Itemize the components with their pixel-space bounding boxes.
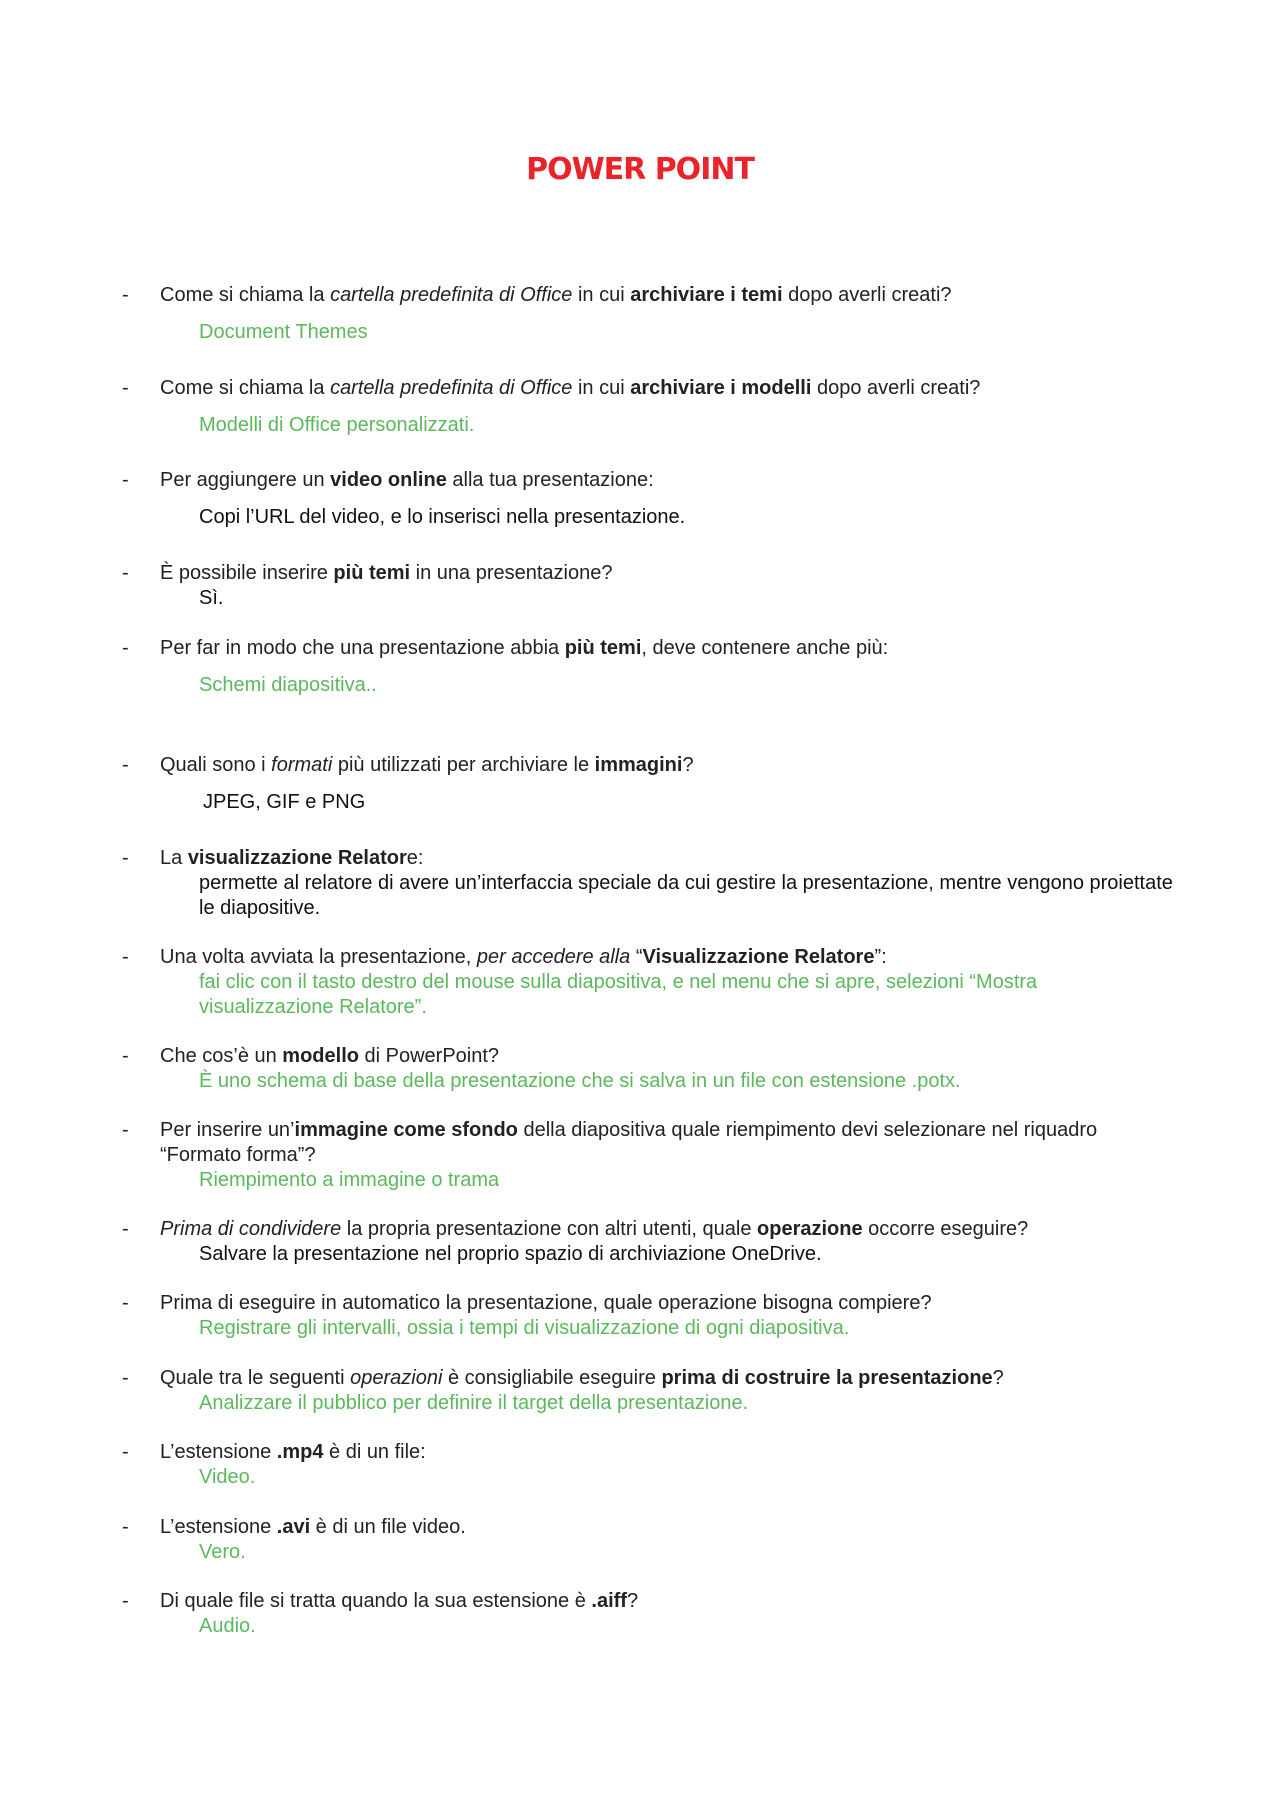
question-text: - Per inserire un’immagine come sfondo della diapositiva quale riempimento devi selezionare nel riquadro “Formato forma”?	[122, 1119, 1098, 1166]
bullet-dash: -	[122, 1367, 129, 1389]
question-text: - Di quale file si tratta quando la sua estensione è .aiff?	[122, 1590, 639, 1612]
page-title: POWER POINT	[526, 152, 754, 187]
question-item	[0, 561, 1280, 611]
answer-text: Salvare la presentazione nel proprio spazio di archiviazione OneDrive.	[199, 1243, 822, 1265]
question-item	[0, 1291, 1280, 1341]
answer-text: fai clic con il tasto destro del mouse sulla diapositiva, e nel menu che si apre, selezioni “Mostra visualizzazione Relatore”.	[199, 971, 1038, 1018]
question-text: - È possibile inserire più temi in una presentazione?	[122, 562, 613, 584]
bullet-dash: -	[122, 1218, 129, 1240]
answer-text: Sì.	[199, 587, 224, 609]
bullet-dash: -	[122, 754, 129, 776]
question-text: - Come si chiama la cartella predefinita di Office in cui archiviare i modelli dopo averli creati?	[122, 377, 981, 399]
answer-text: permette al relatore di avere un’interfaccia speciale da cui gestire la presentazione, mentre vengono proiettate le diapositive.	[199, 872, 1173, 919]
question-text: - Per aggiungere un video online alla tua presentazione:	[122, 469, 654, 491]
bullet-dash: -	[122, 1590, 129, 1612]
question-item	[0, 1044, 1280, 1094]
answer-text: Riempimento a immagine o trama	[199, 1169, 500, 1191]
answer-text: Modelli di Office personalizzati.	[199, 414, 475, 436]
answer-text: Registrare gli intervalli, ossia i tempi di visualizzazione di ogni diapositiva.	[199, 1317, 850, 1339]
answer-text: Analizzare il pubblico per definire il target della presentazione.	[199, 1392, 749, 1414]
answer-text: Schemi diapositiva..	[199, 674, 377, 696]
question-text: - Quale tra le seguenti operazioni è consigliabile eseguire prima di costruire la presentazione?	[122, 1367, 1004, 1389]
question-text: - Prima di eseguire in automatico la presentazione, quale operazione bisogna compiere?	[122, 1292, 932, 1314]
bullet-dash: -	[122, 1292, 129, 1314]
question-item	[0, 1217, 1280, 1267]
bullet-dash: -	[122, 562, 129, 584]
answer-text: È uno schema di base della presentazione che si salva in un file con estensione .potx.	[199, 1070, 961, 1092]
question-item	[0, 1366, 1280, 1416]
question-text: - Quali sono i formati più utilizzati per archiviare le immagini?	[122, 754, 694, 776]
question-item	[0, 376, 1280, 438]
question-text: - Che cos’è un modello di PowerPoint?	[122, 1045, 500, 1067]
question-text: - Per far in modo che una presentazione abbia più temi, deve contenere anche più:	[122, 637, 889, 659]
question-text: - La visualizzazione Relatore:	[122, 847, 424, 869]
question-item	[0, 846, 1280, 921]
question-item	[0, 283, 1280, 345]
question-item	[0, 945, 1280, 1020]
bullet-dash: -	[122, 284, 129, 306]
bullet-dash: -	[122, 1516, 129, 1538]
bullet-dash: -	[122, 377, 129, 399]
bullet-dash: -	[122, 1045, 129, 1067]
bullet-dash: -	[122, 946, 129, 968]
answer-text: Copi l’URL del video, e lo inserisci nella presentazione.	[199, 506, 686, 528]
answer-text: Vero.	[199, 1541, 246, 1563]
question-text: - L’estensione .mp4 è di un file:	[122, 1441, 426, 1463]
bullet-dash: -	[122, 469, 129, 491]
question-text: - Come si chiama la cartella predefinita di Office in cui archiviare i temi dopo averli creati?	[122, 284, 952, 306]
bullet-dash: -	[122, 1441, 129, 1463]
answer-text: Audio.	[199, 1615, 256, 1637]
answer-text: JPEG, GIF e PNG	[203, 791, 366, 813]
bullet-dash: -	[122, 1119, 129, 1141]
question-text: - Una volta avviata la presentazione, per accedere alla “Visualizzazione Relatore”:	[122, 946, 887, 968]
answer-text: Video.	[199, 1466, 256, 1488]
question-text: - Prima di condividere la propria presentazione con altri utenti, quale operazione occorre eseguire?	[122, 1218, 1029, 1240]
question-text: - L’estensione .avi è di un file video.	[122, 1516, 466, 1538]
bullet-dash: -	[122, 637, 129, 659]
question-item	[0, 1589, 1280, 1639]
question-item	[0, 753, 1280, 815]
question-item	[0, 1515, 1280, 1565]
question-item	[0, 1118, 1280, 1193]
answer-text: Document Themes	[199, 321, 368, 343]
question-item	[0, 1440, 1280, 1490]
question-item	[0, 636, 1280, 698]
question-item	[0, 468, 1280, 530]
bullet-dash: -	[122, 847, 129, 869]
